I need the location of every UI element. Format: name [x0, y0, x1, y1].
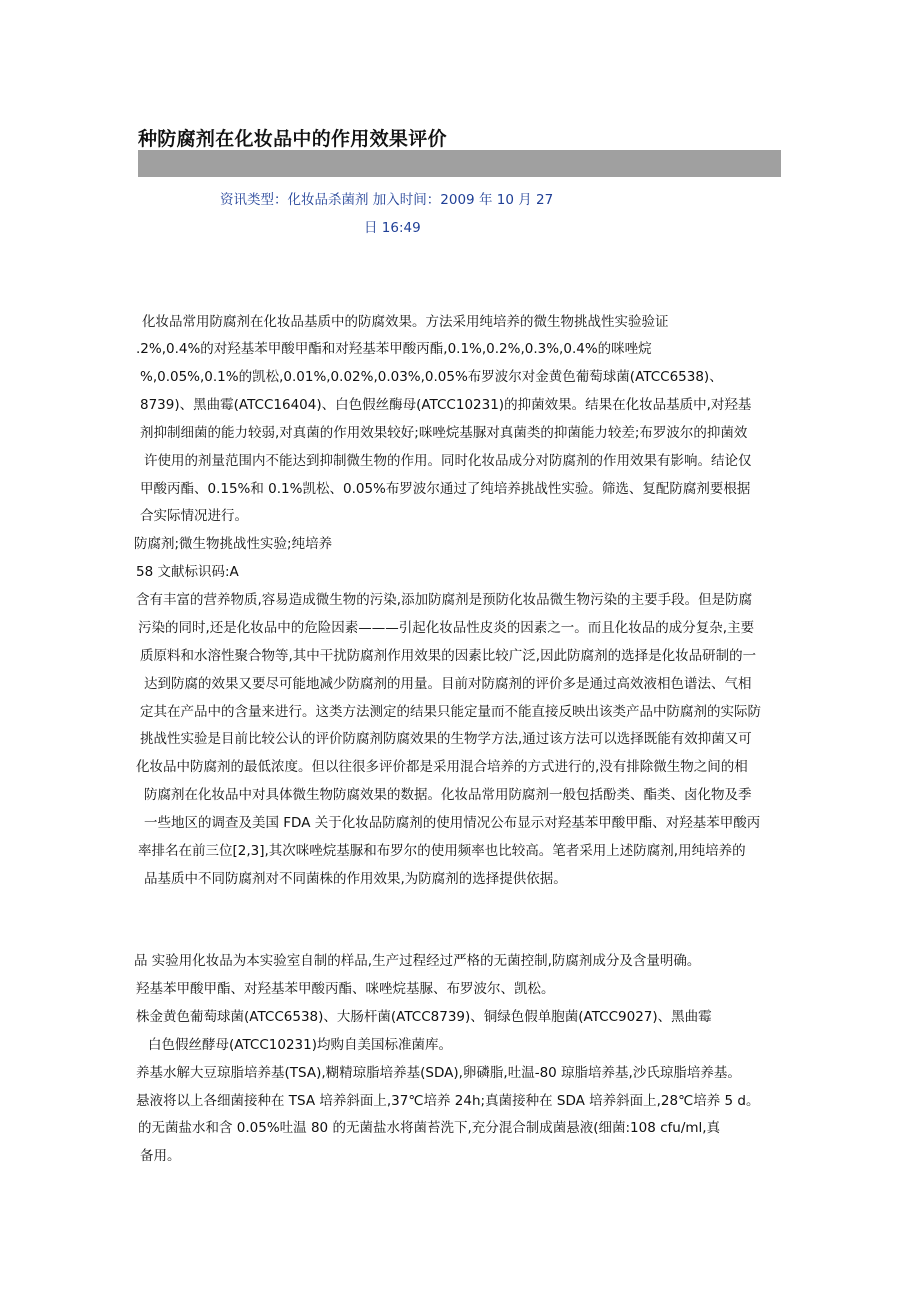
method-line: 白色假丝酵母(ATCC10231)均购自美国标准菌库。 [148, 1037, 452, 1053]
intro-line: 化妆品中防腐剂的最低浓度。但以往很多评价都是采用混合培养的方式进行的,没有排除微生物之间的相 [136, 759, 748, 775]
method-line: 养基水解大豆琼脂培养基(TSA),糊精琼脂培养基(SDA),卵磷脂,吐温-80 琼脂培养基,沙氏琼脂培养基。 [136, 1065, 741, 1081]
abstract-line: 剂抑制细菌的能力较弱,对真菌的作用效果较好;咪唑烷基脲对真菌类的抑菌能力较差;布罗波尔的抑菌效 [140, 425, 748, 441]
method-line: 羟基苯甲酸甲酯、对羟基苯甲酸丙酯、咪唑烷基脲、布罗波尔、凯松。 [136, 981, 555, 997]
article-meta-line-2: 日 16:49 [364, 220, 421, 236]
article-title: 种防腐剂在化妆品中的作用效果评价 [138, 128, 447, 150]
method-line: 品 实验用化妆品为本实验室自制的样品,生产过程经过严格的无菌控制,防腐剂成分及含量明确。 [134, 953, 701, 969]
method-line: 备用。 [140, 1148, 181, 1164]
method-line: 的无菌盐水和含 0.05%吐温 80 的无菌盐水将菌苔洗下,充分混合制成菌悬液(细菌:108 cfu/ml,真 [138, 1120, 721, 1136]
abstract-line: .2%,0.4%的对羟基苯甲酸甲酯和对羟基苯甲酸丙酯,0.1%,0.2%,0.3%,0.4%的咪唑烷 [136, 341, 652, 357]
intro-line: 含有丰富的营养物质,容易造成微生物的污染,添加防腐剂是预防化妆品微生物污染的主要手段。但是防腐 [136, 592, 753, 608]
abstract-line: %,0.05%,0.1%的凯松,0.01%,0.02%,0.03%,0.05%布罗波尔对金黄色葡萄球菌(ATCC6538)、 [140, 369, 723, 385]
intro-line: 防腐剂在化妆品中对具体微生物防腐效果的数据。化妆品常用防腐剂一般包括酚类、酯类、卤化物及季 [144, 787, 752, 803]
abstract-line: 甲酸丙酯、0.15%和 0.1%凯松、0.05%布罗波尔通过了纯培养挑战性实验。筛选、复配防腐剂要根据 [140, 481, 751, 497]
intro-line: 定其在产品中的含量来进行。这类方法测定的结果只能定量而不能直接反映出该类产品中防腐剂的实际防 [140, 704, 761, 720]
intro-line: 达到防腐的效果又要尽可能地减少防腐剂的用量。目前对防腐剂的评价多是通过高效液相色谱法、气相 [144, 676, 752, 692]
keywords-line: 防腐剂;微生物挑战性实验;纯培养 [134, 536, 333, 552]
abstract-line: 许使用的剂量范围内不能达到抑制微生物的作用。同时化妆品成分对防腐剂的作用效果有影响。结论仅 [144, 453, 752, 469]
intro-line: 污染的同时,还是化妆品中的危险因素———引起化妆品性皮炎的因素之一。而且化妆品的成分复杂,主要 [138, 620, 755, 636]
intro-line: 一些地区的调查及美国 FDA 关于化妆品防腐剂的使用情况公布显示对羟基苯甲酸甲酯、对羟基苯甲酸丙 [144, 815, 761, 831]
abstract-line: 化妆品常用防腐剂在化妆品基质中的防腐效果。方法采用纯培养的微生物挑战性实验验证 [142, 314, 669, 330]
intro-line: 挑战性实验是目前比较公认的评价防腐剂防腐效果的生物学方法,通过该方法可以选择既能有效抑菌又可 [140, 731, 752, 747]
method-line: 悬液将以上各细菌接种在 TSA 培养斜面上,37℃培养 24h;真菌接种在 SDA 培养斜面上,28℃培养 5 d。 [136, 1093, 760, 1109]
abstract-line: 8739)、黑曲霉(ATCC16404)、白色假丝酶母(ATCC10231)的抑菌效果。结果在化妆品基质中,对羟基 [140, 397, 752, 413]
abstract-line: 合实际情况进行。 [140, 508, 248, 524]
method-line: 株金黄色葡萄球菌(ATCC6538)、大肠杆菌(ATCC8739)、铜绿色假单胞菌(ATCC9027)、黑曲霉 [136, 1009, 712, 1025]
article-meta-line-1: 资讯类型：化妆品杀菌剂 加入时间：2009 年 10 月 27 [220, 192, 554, 208]
classification-line: 58 文献标识码:A [136, 564, 239, 580]
intro-line: 质原料和水溶性聚合物等,其中干扰防腐剂作用效果的因素比较广泛,因此防腐剂的选择是化妆品研制的一 [140, 648, 757, 664]
intro-line: 品基质中不同防腐剂对不同菌株的作用效果,为防腐剂的选择提供依据。 [144, 871, 567, 887]
intro-line: 率排名在前三位[2,3],其次咪唑烷基脲和布罗尔的使用频率也比较高。笔者采用上述防腐剂,用纯培养的 [138, 843, 746, 859]
